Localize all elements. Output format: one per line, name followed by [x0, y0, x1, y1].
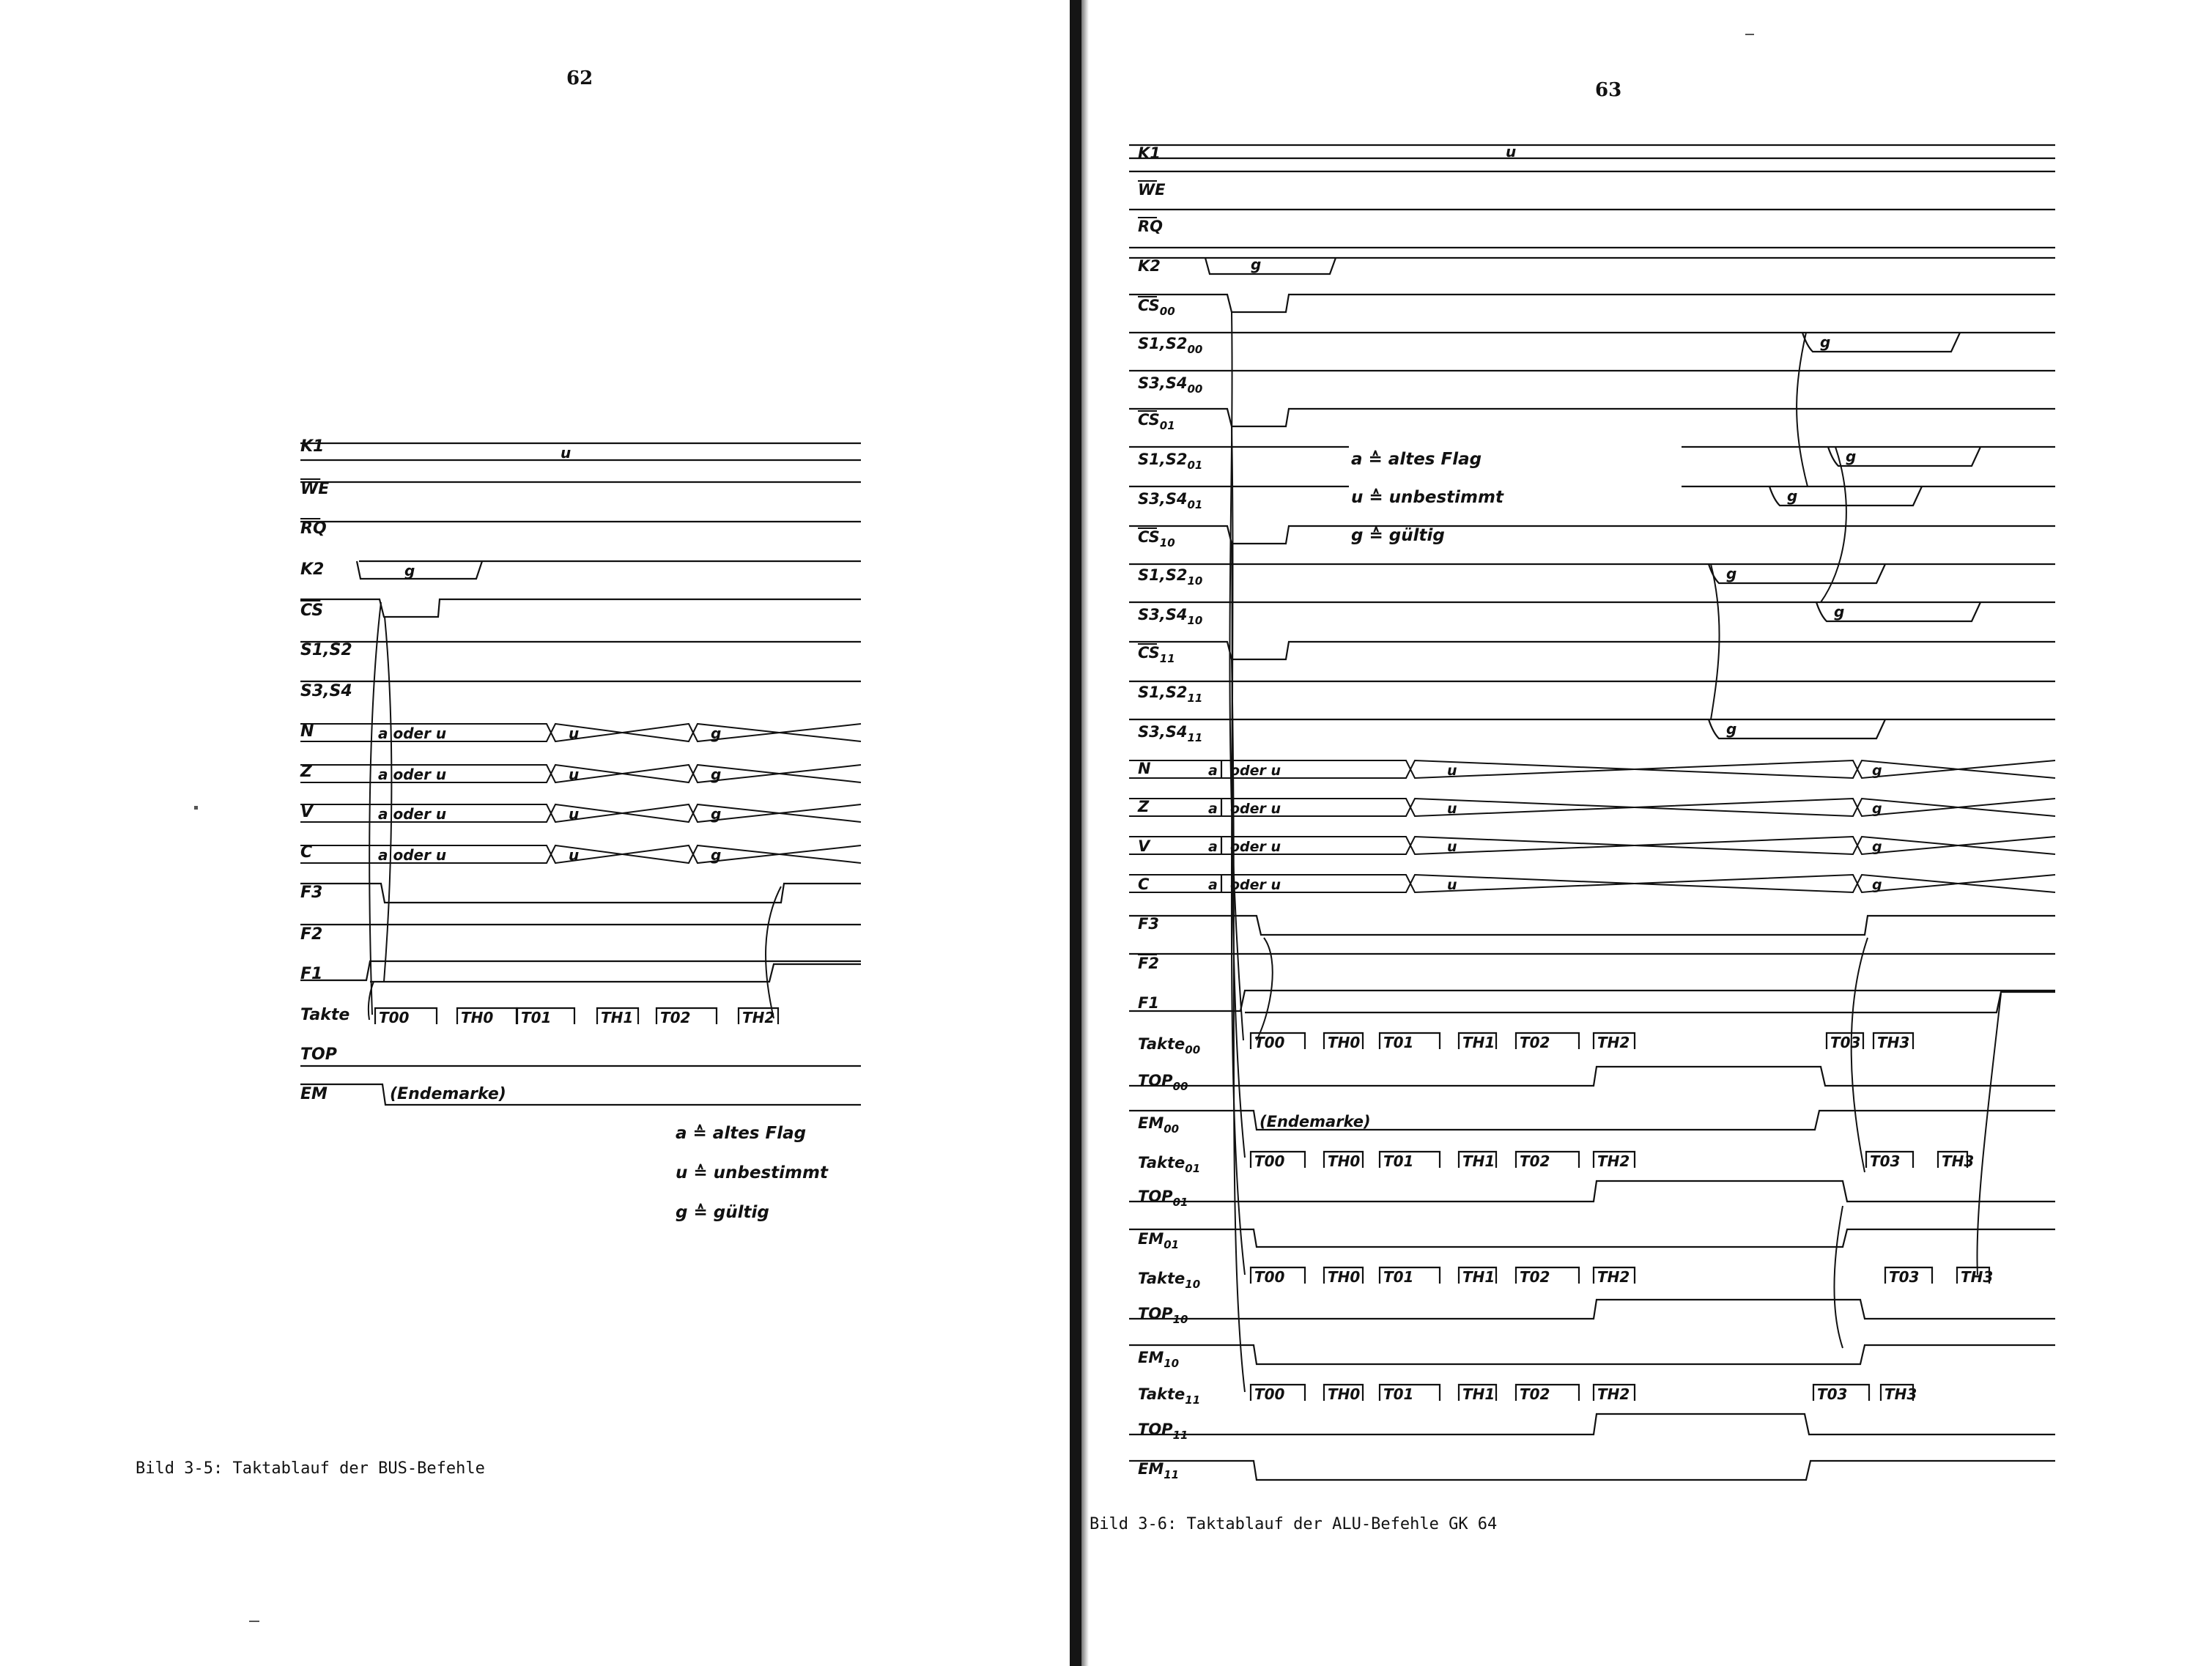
- clock-label-0-t02: T02: [1520, 1034, 1550, 1051]
- flag-c-g: g: [711, 846, 722, 864]
- valid-label-s-0: g: [1820, 333, 1831, 351]
- page-number: 62: [566, 67, 593, 89]
- k2-g-label: g: [1251, 256, 1262, 273]
- scan-speck: [249, 1621, 259, 1622]
- causal-arrow-f3-to-t03: [1852, 938, 1868, 1172]
- signal-label-cs01: $CS_{01}$: [1138, 411, 1175, 432]
- clock-label-3-th2: TH2: [1597, 1385, 1630, 1403]
- clock-label-1-t03: T03: [1870, 1152, 1901, 1170]
- flag-n-u: u: [1447, 763, 1457, 779]
- timing-diagram-bus: [0, 0, 1070, 1666]
- page-number: 63: [1595, 79, 1622, 101]
- figure-caption: Bild 3-6: Taktablauf der ALU-Befehle GK 64: [1090, 1515, 1498, 1533]
- legend-u: u ≙ unbestimmt: [1351, 488, 1503, 507]
- em-endemarke-label: (Endemarke): [1259, 1113, 1371, 1130]
- signal-label-em11: $EM_{11}$: [1138, 1460, 1180, 1481]
- signal-label-s1s2: S1,S2: [300, 641, 352, 659]
- clock-label-1-th2: TH2: [1597, 1152, 1630, 1170]
- f3-line: [1129, 916, 2055, 935]
- signal-label-s1s211: $S1,S2_{11}$: [1138, 684, 1203, 705]
- signal-label-em10: $EM_{10}$: [1138, 1349, 1180, 1370]
- signal-label-takte01: Takte$_{01}$: [1138, 1154, 1201, 1175]
- flag-v-g: g: [1872, 839, 1882, 855]
- signal-label-s3s4: S3,S4: [300, 682, 352, 700]
- signal-label-k1: K1: [300, 437, 325, 456]
- signal-label-em01: $EM_{01}$: [1138, 1230, 1180, 1251]
- figure-caption: Bild 3-5: Taktablauf der BUS-Befehle: [136, 1459, 485, 1478]
- signal-label-em00: $EM_{00}$: [1138, 1114, 1180, 1136]
- legend-a: a ≙ altes Flag: [676, 1124, 807, 1143]
- clock-label-3-t00: T00: [1254, 1385, 1285, 1403]
- signal-label-k1: K1: [1138, 144, 1161, 162]
- valid-label-s-3: g: [1787, 487, 1798, 505]
- valid-label-s-4: g: [1726, 565, 1737, 582]
- page-62: [0, 0, 1070, 1666]
- signal-label-top: TOP: [300, 1045, 337, 1064]
- k1-u-label: u: [1506, 143, 1517, 160]
- signal-label-f2: F2: [1138, 955, 1159, 972]
- em-endemarke-label: (Endemarke): [390, 1085, 506, 1103]
- flag-v-a-oder-u: a oder u: [378, 805, 447, 823]
- top-line-3: [1129, 1414, 2055, 1434]
- flag-c-a-oder-u: a oder u: [378, 846, 447, 864]
- signal-label-cs10: $CS_{10}$: [1138, 528, 1175, 549]
- signal-label-takte11: Takte$_{11}$: [1138, 1385, 1201, 1407]
- signal-label-z: Z: [300, 763, 312, 781]
- clock-label-0-th1: TH1: [1462, 1034, 1495, 1051]
- causal-arrow-cs-to-f1: [384, 617, 391, 982]
- flag-c-a: a: [1208, 877, 1218, 893]
- signal-label-s3s411: $S3,S4_{11}$: [1138, 723, 1203, 744]
- legend-g: g ≙ gültig: [676, 1203, 769, 1222]
- signal-label-we: WE: [300, 480, 330, 498]
- signal-label-em: EM: [300, 1085, 328, 1103]
- signal-label-f2: F2: [300, 925, 323, 944]
- signal-label-top10: $TOP_{10}$: [1138, 1305, 1188, 1326]
- signal-label-f1: F1: [300, 965, 323, 983]
- flag-n-a: a: [1208, 763, 1218, 779]
- clock-label-0-th2: TH2: [1597, 1034, 1630, 1051]
- signal-label-takte10: Takte$_{10}$: [1138, 1270, 1201, 1291]
- clock-label-0-th0: TH0: [1328, 1034, 1361, 1051]
- signal-label-c: C: [1138, 875, 1150, 893]
- cs-pulse-3: [1129, 642, 2055, 659]
- clock-label-3-th0: TH0: [1328, 1385, 1361, 1403]
- flag-c-u: u: [1447, 877, 1457, 893]
- signal-label-f3: F3: [1138, 915, 1159, 933]
- top-line-0: [1129, 1067, 2055, 1086]
- signal-label-cs: CS: [300, 601, 324, 620]
- flag-c-u: u: [569, 846, 580, 864]
- scan-speck: [194, 806, 198, 810]
- k2-window: [1205, 258, 1336, 274]
- top-line-2: [1129, 1300, 2055, 1319]
- signal-label-k2: K2: [1138, 257, 1161, 275]
- signal-label-v: V: [1138, 837, 1150, 855]
- signal-label-takte: Takte: [300, 1006, 350, 1024]
- clock-label-left-t01: T01: [521, 1009, 552, 1026]
- flag-n-u: u: [569, 725, 580, 742]
- flag-n-g: g: [711, 725, 722, 742]
- signal-label-s3s401: $S3,S4_{01}$: [1138, 490, 1203, 511]
- legend-u: u ≙ unbestimmt: [676, 1163, 828, 1182]
- page-63: [1081, 0, 2212, 1666]
- clock-label-1-th1: TH1: [1462, 1152, 1495, 1170]
- k1-u-label: u: [561, 444, 572, 462]
- valid-label-s-7: g: [1726, 720, 1737, 738]
- signal-label-f1: F1: [1138, 994, 1159, 1012]
- causal-arrow-s1s201-to-s3s410: [1821, 447, 1846, 602]
- causal-arrow-f1-to-th3: [1977, 993, 2001, 1275]
- cs-pulse-0: [1129, 295, 2055, 312]
- flag-z-g: g: [711, 766, 722, 783]
- valid-label-s-5: g: [1834, 603, 1845, 621]
- clock-label-3-t01: T01: [1383, 1385, 1414, 1403]
- clock-label-2-t00: T00: [1254, 1268, 1285, 1286]
- clock-label-2-th2: TH2: [1597, 1268, 1630, 1286]
- clock-label-0-t00: T00: [1254, 1034, 1285, 1051]
- f1-line-b: [370, 964, 861, 982]
- signal-label-n: N: [1138, 760, 1151, 777]
- signal-label-s1s210: $S1,S2_{10}$: [1138, 566, 1203, 588]
- signal-label-k2: K2: [300, 560, 325, 579]
- flag-v-g: g: [711, 805, 722, 823]
- flag-c-oder-u: oder u: [1230, 877, 1281, 893]
- signal-label-s3s400: $S3,S4_{00}$: [1138, 374, 1203, 396]
- signal-label-takte00: Takte$_{00}$: [1138, 1035, 1201, 1056]
- scan-speck: [1745, 34, 1754, 35]
- clock-label-1-th3: TH3: [1942, 1152, 1975, 1170]
- flag-v-a: a: [1208, 839, 1218, 855]
- book-gutter: [1070, 0, 1081, 1666]
- cs-line: [300, 599, 861, 617]
- clock-label-1-t00: T00: [1254, 1152, 1285, 1170]
- signal-label-c: C: [300, 843, 313, 862]
- clock-label-1-th0: TH0: [1328, 1152, 1361, 1170]
- flag-v-oder-u: oder u: [1230, 839, 1281, 855]
- flag-v-u: u: [1447, 839, 1457, 855]
- signal-label-we: WE: [1138, 181, 1166, 199]
- flag-n-a-oder-u: a oder u: [378, 725, 447, 742]
- k2-g-label: g: [404, 562, 415, 580]
- clock-label-left-th0: TH0: [461, 1009, 494, 1026]
- flag-n-oder-u: oder u: [1230, 763, 1281, 779]
- signal-label-f3: F3: [300, 884, 323, 902]
- clock-label-0-t03: T03: [1830, 1034, 1861, 1051]
- clock-label-left-t00: T00: [379, 1009, 410, 1026]
- signal-label-rq: RQ: [1138, 218, 1164, 235]
- flag-z-u: u: [1447, 801, 1457, 817]
- clock-label-left-t02: T02: [660, 1009, 691, 1026]
- causal-arrow-em01-to-em10: [1834, 1206, 1843, 1348]
- signal-label-s3s410: $S3,S4_{10}$: [1138, 606, 1203, 627]
- timing-diagram-alu: [1081, 0, 2212, 1666]
- signal-label-top01: $TOP_{01}$: [1138, 1188, 1188, 1209]
- signal-label-top00: $TOP_{00}$: [1138, 1072, 1188, 1093]
- flag-n-g: g: [1872, 763, 1882, 779]
- signal-label-rq: RQ: [300, 519, 327, 538]
- em-line-2: [1129, 1345, 2055, 1364]
- signal-label-s1s200: $S1,S2_{00}$: [1138, 335, 1203, 356]
- valid-label-s-2: g: [1846, 448, 1857, 465]
- flag-z-a-oder-u: a oder u: [378, 766, 447, 783]
- clock-label-1-t02: T02: [1520, 1152, 1550, 1170]
- clock-label-3-t03: T03: [1817, 1385, 1848, 1403]
- em-line-3: [1129, 1461, 2055, 1480]
- flag-z-oder-u: oder u: [1230, 801, 1281, 817]
- clock-label-0-t01: T01: [1383, 1034, 1414, 1051]
- clock-label-2-t01: T01: [1383, 1268, 1414, 1286]
- clock-label-left-th2: TH2: [742, 1009, 775, 1026]
- clock-label-1-t01: T01: [1383, 1152, 1414, 1170]
- flag-v-u: u: [569, 805, 580, 823]
- top-line-1: [1129, 1181, 2055, 1202]
- causal-arrow-f3-to-th2: [766, 886, 781, 1018]
- f1-line-b: [1245, 992, 2055, 1012]
- flag-z-u: u: [569, 766, 580, 783]
- clock-label-3-th1: TH1: [1462, 1385, 1495, 1403]
- legend-g: g ≙ gültig: [1351, 526, 1445, 545]
- clock-label-2-th0: TH0: [1328, 1268, 1361, 1286]
- clock-label-2-t02: T02: [1520, 1268, 1550, 1286]
- clock-label-3-th3: TH3: [1884, 1385, 1917, 1403]
- cs-pulse-2: [1129, 526, 2055, 544]
- signal-label-top11: $TOP_{11}$: [1138, 1421, 1188, 1442]
- signal-label-cs00: $CS_{00}$: [1138, 297, 1175, 318]
- k2-window: [357, 561, 482, 579]
- f3-line: [300, 884, 861, 903]
- legend-a: a ≙ altes Flag: [1351, 450, 1482, 469]
- clock-label-2-th1: TH1: [1462, 1268, 1495, 1286]
- signal-label-z: Z: [1138, 798, 1150, 815]
- clock-label-2-th3: TH3: [1961, 1268, 1994, 1286]
- signal-label-s1s201: $S1,S2_{01}$: [1138, 451, 1203, 472]
- cs-pulse-1: [1129, 409, 2055, 426]
- em-line: [300, 1084, 861, 1105]
- flag-z-a: a: [1208, 801, 1218, 817]
- signal-label-cs11: $CS_{11}$: [1138, 644, 1175, 665]
- flag-z-g: g: [1872, 801, 1882, 817]
- clock-label-left-th1: TH1: [601, 1009, 634, 1026]
- clock-label-2-t03: T03: [1889, 1268, 1920, 1286]
- flag-c-g: g: [1872, 877, 1882, 893]
- clock-label-3-t02: T02: [1520, 1385, 1550, 1403]
- em-line-1: [1129, 1229, 2055, 1247]
- clock-label-0-th3: TH3: [1877, 1034, 1910, 1051]
- signal-label-v: V: [300, 803, 314, 821]
- signal-label-n: N: [300, 722, 314, 741]
